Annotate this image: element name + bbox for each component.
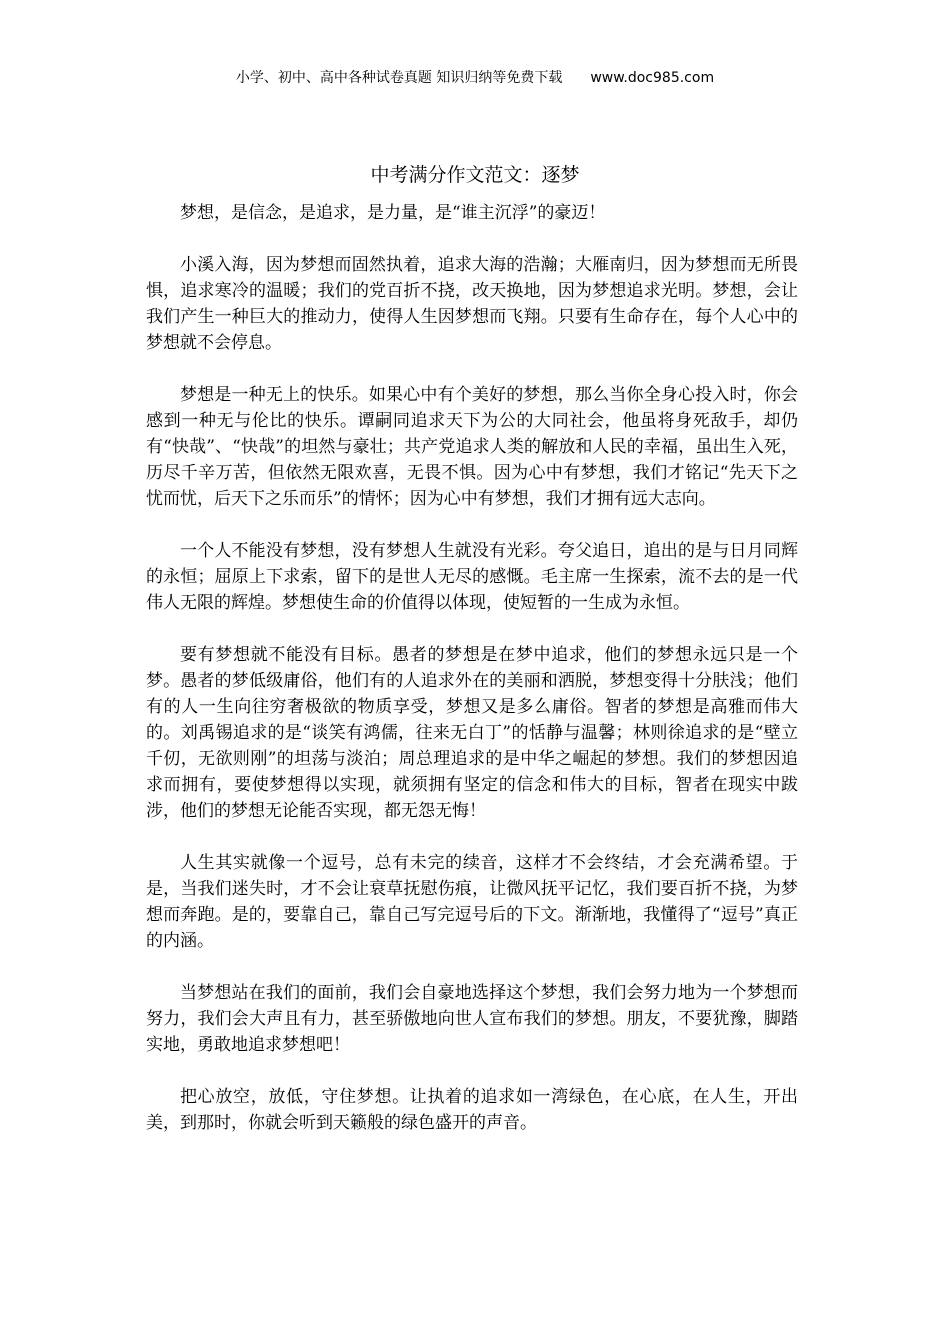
paragraph-4: 一个人不能没有梦想，没有梦想人生就没有光彩。夸父追日，追出的是与日月同辉的永恒；屈原上下求索，留下的是世人无尽的感慨。毛主席一生探索，流不去的是一代伟人无限的辉煌。梦想使生命的价值得以体现，使短暂的一生成为永恒。 (146, 541, 798, 613)
paragraph-7: 当梦想站在我们的面前，我们会自豪地选择这个梦想，我们会努力地为一个梦想而努力，我们会大声且有力，甚至骄傲地向世人宣布我们的梦想。朋友，不要犹豫，脚踏实地，勇敢地追求梦想吧！ (146, 983, 798, 1055)
paragraph-2: 小溪入海，因为梦想而固然执着，追求大海的浩瀚；大雁南归，因为梦想而无所畏惧，追求寒冷的温暖；我们的党百折不挠，改天换地，因为梦想追求光明。梦想，会让我们产生一种巨大的推动力，使得人生因梦想而飞翔。只要有生命存在，每个人心中的梦想就不会停息。 (146, 255, 798, 353)
header-site-url: www.doc985.com (590, 70, 715, 86)
essay-body (146, 200, 798, 1162)
paragraph-5: 要有梦想就不能没有目标。愚者的梦想是在梦中追求，他们的梦想永远只是一个梦。愚者的梦低级庸俗，他们有的人追求外在的美丽和洒脱，梦想变得十分肤浅；他们有的人一生向往穷奢极欲的物质享受，梦想又是多么庸俗。智者的梦想是高雅而伟大的。刘禹锡追求的是“谈笑有鸿儒，往来无白丁”的恬静与温馨；林则徐追求的是“壁立千仞，无欲则刚”的坦荡与淡泊；周总理追求的是中华之崛起的梦想。我们的梦想因追求而拥有，要使梦想得以实现，就须拥有坚定的信念和伟大的目标，智者在现实中跋涉，他们的梦想无论能否实现，都无怨无悔！ (146, 645, 798, 821)
essay-title: 中考满分作文范文：逐梦 (370, 164, 580, 186)
header-text: 小学、初中、高中各种试卷真题 知识归纳等免费下载 (235, 70, 563, 86)
paragraph-8: 把心放空，放低，守住梦想。让执着的追求如一湾绿色，在心底，在人生，开出美，到那时，你就会听到天籁般的绿色盛开的声音。 (146, 1087, 798, 1133)
paragraph-1: 梦想，是信念，是追求，是力量，是“谁主沉浮”的豪迈！ (180, 203, 606, 223)
paragraph-3: 梦想是一种无上的快乐。如果心中有个美好的梦想，那么当你全身心投入时，你会感到一种无与伦比的快乐。谭嗣同追求天下为公的大同社会，他虽将身死敌手，却仍有“快哉”、“快哉”的坦然与豪壮；共产党追求人类的解放和人民的幸福，虽出生入死，历尽千辛万苦，但依然无限欢喜，无畏不惧。因为心中有梦想，我们才铭记“先天下之忧而忧，后天下之乐而乐”的情怀；因为心中有梦想，我们才拥有远大志向。 (146, 385, 798, 509)
paragraph-6: 人生其实就像一个逗号，总有未完的续音，这样才不会终结，才会充满希望。于是，当我们迷失时，才不会让衰草抚慰伤痕，让微风抚平记忆，我们要百折不挠，为梦想而奔跑。是的，要靠自己，靠自己写完逗号后的下文。渐渐地，我懂得了“逗号”真正的内涵。 (146, 853, 798, 951)
page-header (0, 68, 950, 88)
